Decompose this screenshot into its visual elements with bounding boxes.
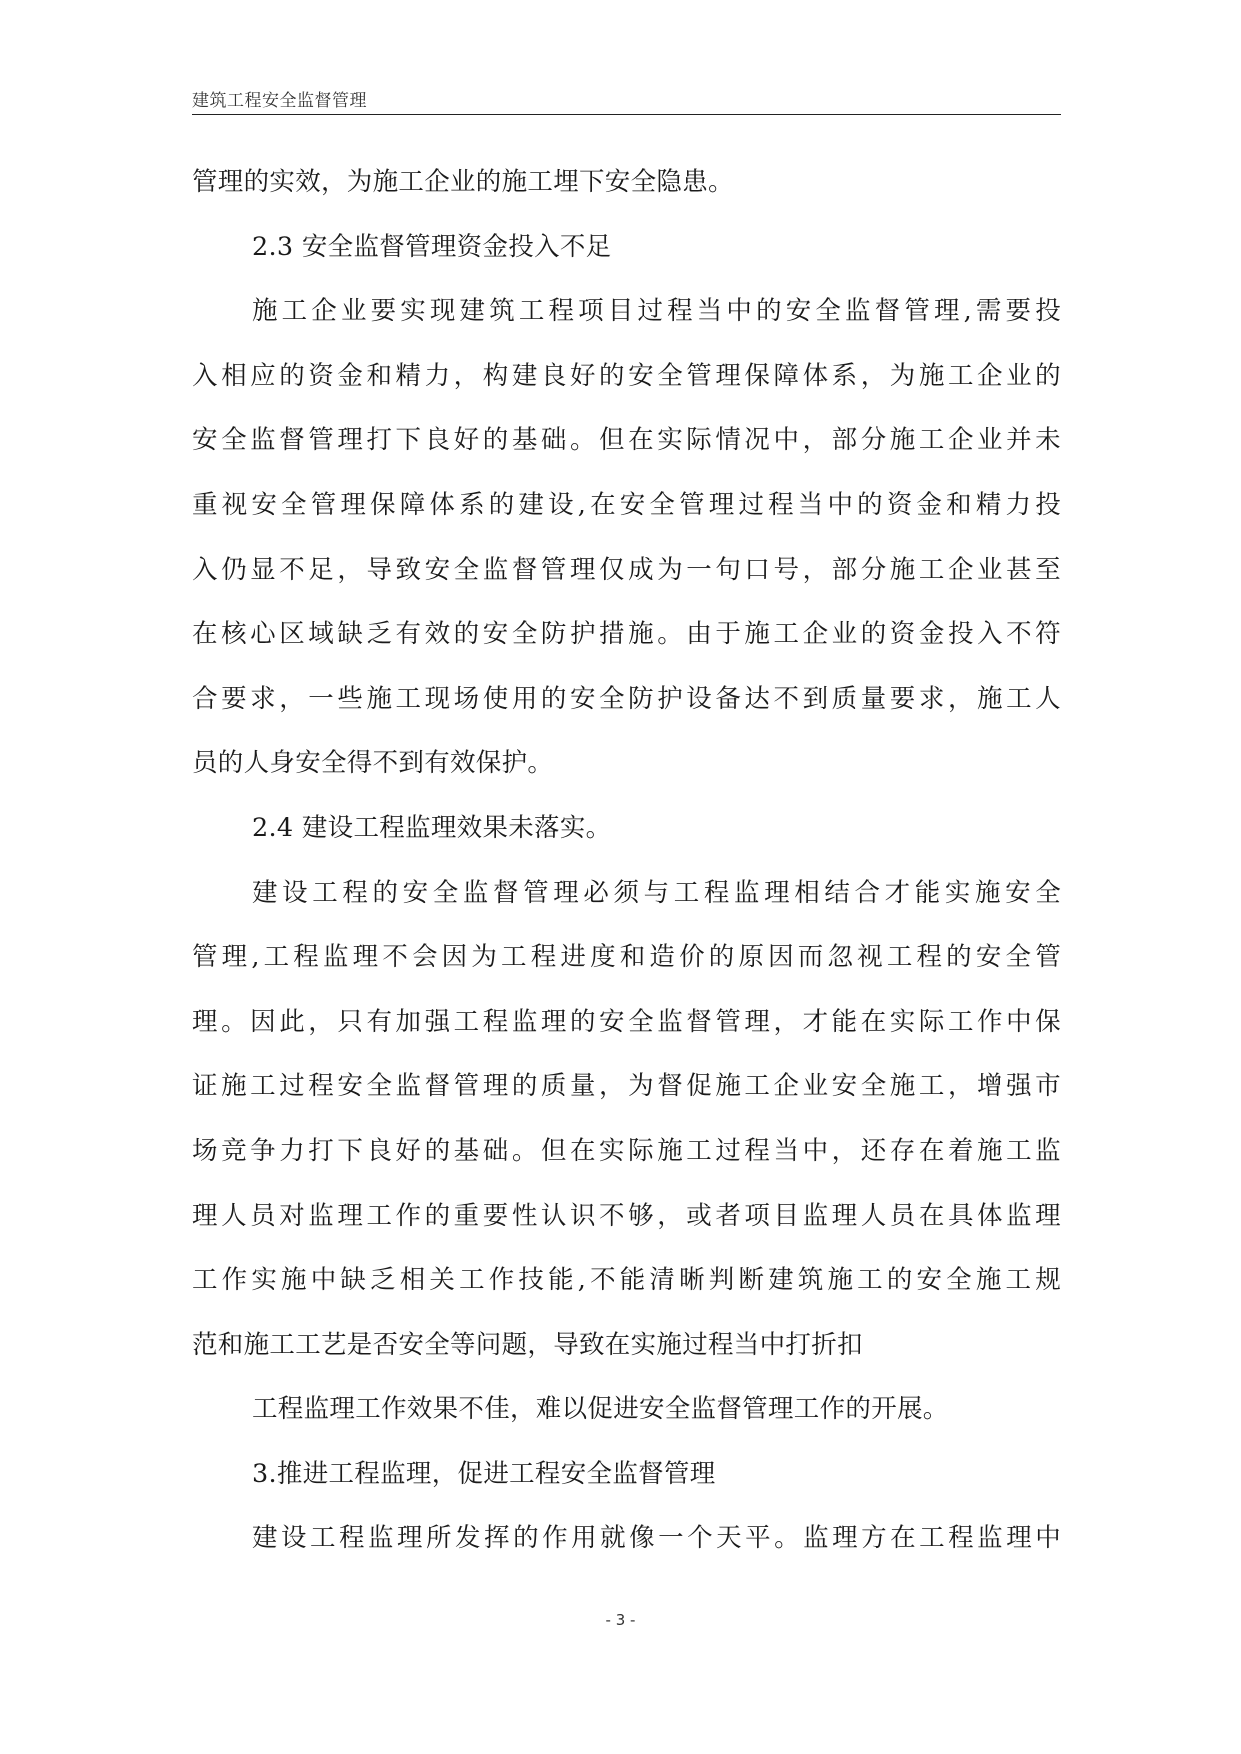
text-line: 2.4 建设工程监理效果未落实。 — [252, 812, 612, 843]
page-number: - 3 - — [605, 1611, 636, 1629]
text-line: 管理,工程监理不会因为工程进度和造价的原因而忽视工程的安全管 — [192, 942, 1061, 973]
text-line: 范和施工工艺是否安全等问题，导致在实施过程当中打折扣 — [192, 1329, 863, 1360]
text-line: 工作实施中缺乏相关工作技能,不能清晰判断建筑施工的安全施工规 — [192, 1265, 1061, 1296]
document-body — [192, 160, 1061, 1581]
text-line: 理。因此，只有加强工程监理的安全监督管理，才能在实际工作中保 — [192, 1006, 1061, 1037]
text-line: 3.推进工程监理，促进工程安全监督管理 — [252, 1458, 716, 1489]
text-line: 建设工程监理所发挥的作用就像一个天平。监理方在工程监理中 — [252, 1523, 1061, 1554]
text-line: 2.3 安全监督管理资金投入不足 — [252, 231, 612, 262]
text-line: 管理的实效，为施工企业的施工埋下安全隐患。 — [192, 167, 734, 197]
text-line: 入相应的资金和精力，构建良好的安全管理保障体系，为施工企业的 — [192, 360, 1061, 391]
text-line: 建设工程的安全监督管理必须与工程监理相结合才能实施安全 — [252, 877, 1061, 908]
page-header — [192, 88, 1061, 115]
text-line: 证施工过程安全监督管理的质量，为督促施工企业安全施工，增强市 — [192, 1071, 1061, 1102]
text-line: 入仍显不足，导致安全监督管理仅成为一句口号，部分施工企业甚至 — [192, 554, 1061, 585]
text-line: 安全监督管理打下良好的基础。但在实际情况中，部分施工企业并未 — [192, 425, 1061, 456]
text-line: 场竞争力打下良好的基础。但在实际施工过程当中，还存在着施工监 — [192, 1135, 1061, 1166]
text-line: 合要求，一些施工现场使用的安全防护设备达不到质量要求，施工人 — [192, 683, 1061, 714]
text-line: 理人员对监理工作的重要性认识不够，或者项目监理人员在具体监理 — [192, 1200, 1061, 1231]
text-line: 在核心区域缺乏有效的安全防护措施。由于施工企业的资金投入不符 — [192, 619, 1061, 650]
text-line: 工程监理工作效果不佳，难以促进安全监督管理工作的开展。 — [252, 1394, 949, 1425]
header-title: 建筑工程安全监督管理 — [192, 91, 367, 111]
text-line: 重视安全管理保障体系的建设,在安全管理过程当中的资金和精力投 — [192, 489, 1061, 520]
text-line: 施工企业要实现建筑工程项目过程当中的安全监督管理,需要投 — [252, 296, 1061, 327]
text-line: 员的人身安全得不到有效保护。 — [192, 748, 554, 779]
